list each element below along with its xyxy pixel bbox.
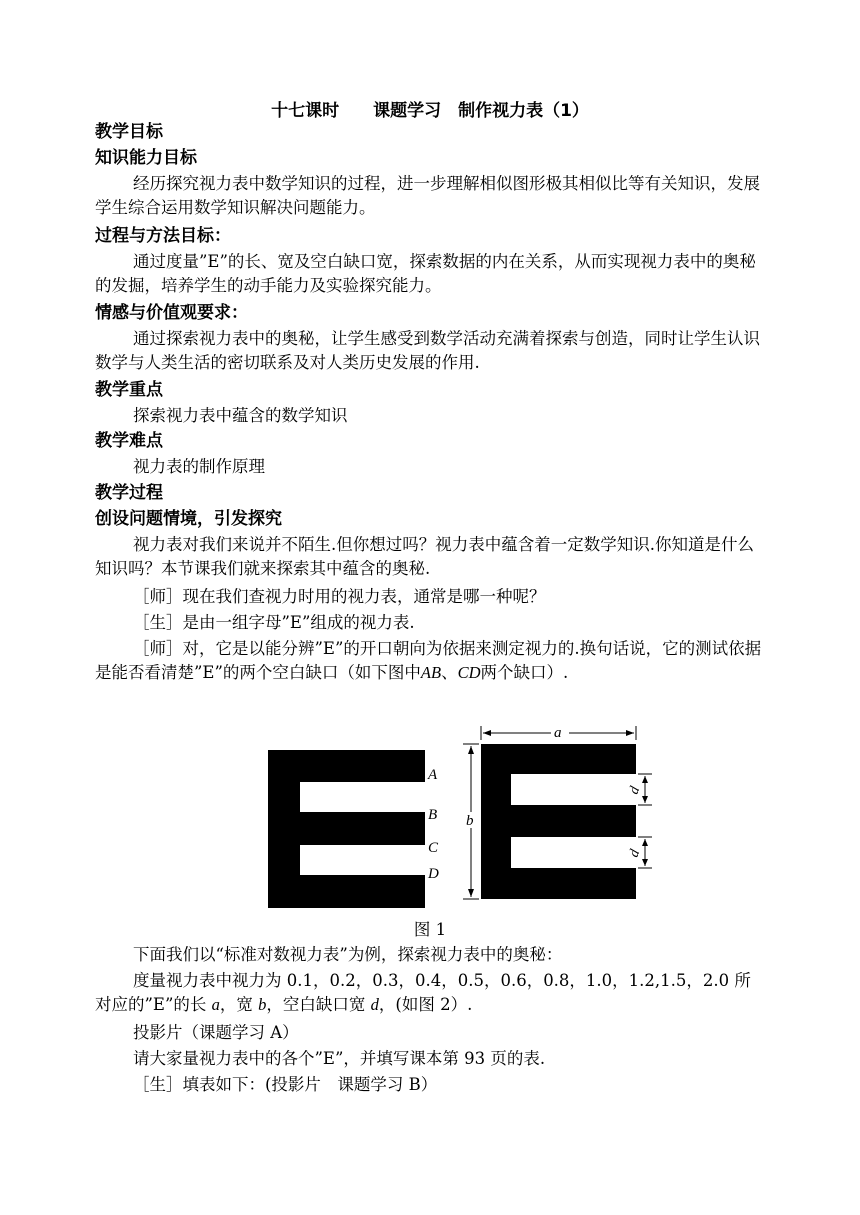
paragraph-example: 下面我们以“标准对数视力表”为例，探索视力表中的奥秘： [133, 945, 563, 964]
dim-label-d-lower: d [626, 847, 644, 860]
label-D: D [428, 866, 439, 882]
paragraph-process: 通过度量”E”的长、宽及空白缺口宽，探索数据的内在关系，从而实现视力表中的奥秘的发掘，培养学生的动手能力及实验探究能力。 [95, 252, 756, 295]
paragraph-please: 请大家量视力表中的各个”E”，并填写课本第 93 页的表. [133, 1049, 546, 1068]
paragraph-difficulty: 视力表的制作原理 [133, 457, 265, 476]
paragraph-projection: 投影片（课题学习 A） [133, 1023, 299, 1042]
label-A: A [428, 767, 438, 783]
paragraph-key-point: 探索视力表中蕴含的数学知识 [133, 406, 348, 425]
dim-label-d-upper: d [626, 784, 644, 797]
label-C: C [428, 840, 439, 856]
dialog-student-1: ［生］是由一组字母”E”组成的视力表. [133, 613, 415, 632]
heading-process-goal: 过程与方法目标： [95, 226, 231, 246]
dim-label-b: b [466, 813, 474, 829]
heading-difficulty: 教学难点 [95, 431, 163, 451]
paragraph-knowledge: 经历探究视力表中数学知识的过程，进一步理解相似图形极其相似比等有关知识，发展学生综合运用数学知识解决问题能力。 [95, 174, 760, 217]
figure-caption: 图 1 [413, 920, 447, 939]
dim-label-a: a [554, 725, 562, 741]
label-B: B [428, 807, 438, 823]
dialog-teacher-1: ［师］现在我们查视力时用的视力表，通常是哪一种呢？ [133, 587, 546, 606]
figure-1-e-diagram [265, 722, 655, 914]
heading-key-point: 教学重点 [95, 380, 163, 400]
paragraph-intro: 视力表对我们来说并不陌生.但你想过吗？视力表中蕴含着一定数学知识.你知道是什么知识吗？本节课我们就来探索其中蕴含的奥秘. [95, 535, 754, 578]
heading-emotion-goal: 情感与价值观要求： [95, 303, 248, 323]
heading-scenario: 创设问题情境，引发探究 [95, 509, 282, 529]
page-title: 十七课时 课题学习 制作视力表（1） [271, 101, 589, 121]
paragraph-emotion: 通过探索视力表中的奥秘，让学生感受到数学活动充满着探索与创造，同时让学生认识数学与人类生活的密切联系及对人类历史发展的作用. [95, 329, 760, 372]
dialog-student-2: ［生］填表如下：(投影片 课题学习 B） [133, 1075, 438, 1094]
heading-knowledge-goal: 知识能力目标 [95, 148, 197, 168]
heading-procedure: 教学过程 [95, 483, 163, 503]
paragraph-measure: 度量视力表中视力为 0.1，0.2，0.3，0.4，0.5，0.6，0.8，1.0，1.2,1.5，2.0 所对应的”E”的长 a，宽 b，空白缺口宽 d，(如图 2）. [95, 971, 751, 1014]
dialog-teacher-2: ［师］对，它是以能分辨”E”的开口朝向为依据来测定视力的.换句话说，它的测试依据是能否看清楚”E”的两个空白缺口（如下图中AB、CD两个缺口）. [95, 639, 762, 682]
heading-teaching-goal: 教学目标 [95, 122, 163, 142]
